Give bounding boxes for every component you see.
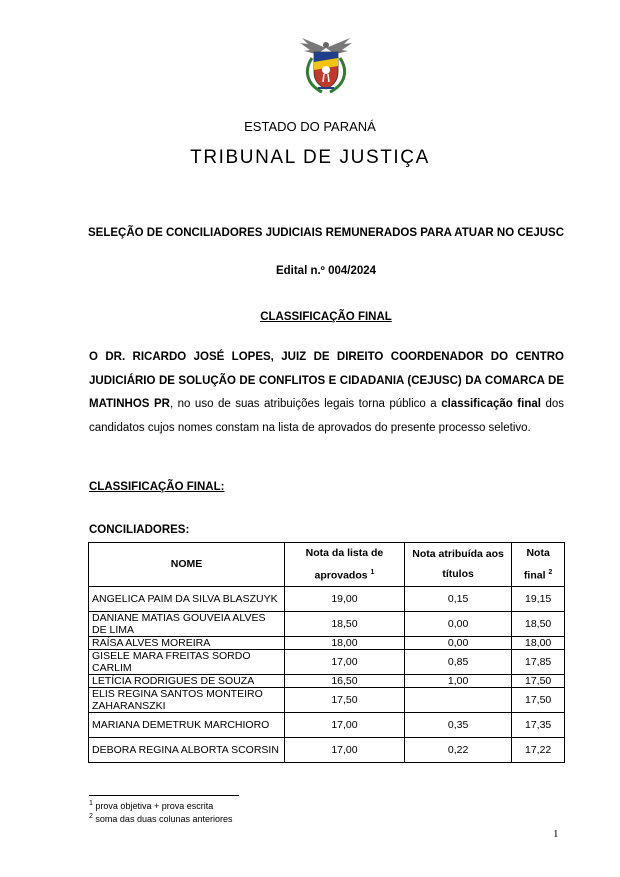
candidate-name: ELIS REGINA SANTOS MONTEIRO ZAHARANSZKI	[89, 687, 285, 712]
candidate-name: GISELE MARA FREITAS SORDO CARLIM	[89, 649, 285, 674]
results-table	[88, 542, 565, 763]
final-score: 18,50	[512, 611, 565, 636]
table-row	[89, 687, 565, 712]
final-score: 17,35	[512, 712, 565, 737]
table-row	[89, 649, 565, 674]
final-score: 17,85	[512, 649, 565, 674]
footnote-1: $^1$ prova objetiva + prova escrita	[89, 800, 214, 811]
title-score: 0,15	[404, 586, 511, 611]
candidate-name: ANGELICA PAIM DA SILVA BLASZUYK	[89, 586, 285, 611]
page-number: 1	[553, 828, 559, 840]
state-name: ESTADO DO PARANÁ	[244, 119, 376, 134]
table-row	[89, 636, 565, 649]
candidate-name: DEBORA REGINA ALBORTA SCORSIN	[89, 737, 285, 762]
announcement-text-1: , no uso de suas atribuições legais torna público a	[169, 398, 442, 410]
classification-title: CLASSIFICAÇÃO FINAL	[260, 311, 392, 323]
conciliators-title: CONCILIADORES:	[89, 524, 190, 536]
table-row	[89, 712, 565, 737]
header-final-score: Nota final $^2$	[512, 543, 565, 587]
final-score: 19,15	[512, 586, 565, 611]
title-score: 0,22	[404, 737, 511, 762]
header-title-score: Nota atribuída aos títulos	[404, 543, 511, 587]
candidate-name: RAÍSA ALVES MOREIRA	[89, 636, 285, 649]
title-score: 0,85	[404, 649, 511, 674]
candidate-name: MARIANA DEMETRUK MARCHIORO	[89, 712, 285, 737]
header-name: NOME	[89, 543, 285, 587]
title-score	[404, 687, 511, 712]
approved-score: 16,50	[285, 674, 405, 687]
footnote-mark-1: 1	[370, 569, 375, 576]
approved-score: 18,00	[285, 636, 405, 649]
approved-score: 18,50	[285, 611, 405, 636]
approved-score: 17,50	[285, 687, 405, 712]
footnote-separator	[89, 795, 239, 796]
announcement-text-2: dos candidatos cujos nomes constam na lista de aprovados do presente processo seletivo.	[89, 398, 564, 434]
court-name: TRIBUNAL DE JUSTIÇA	[190, 147, 430, 168]
title-score: 0,35	[404, 712, 511, 737]
approved-score: 19,00	[285, 586, 405, 611]
footnote-2: $^2$ soma das duas colunas anteriores	[89, 813, 233, 824]
announcement-paragraph	[89, 346, 564, 440]
announcement-term: classificação final	[441, 398, 541, 410]
candidate-name: DANIANE MATIAS GOUVEIA ALVES DE LIMA	[89, 611, 285, 636]
selection-title: SELEÇÃO DE CONCILIADORES JUDICIAIS REMUNERADOS PARA ATUAR NO CEJUSC	[87, 227, 564, 239]
header-approved-score: Nota da lista de aprovados $^1$	[285, 543, 405, 587]
table-row	[89, 611, 565, 636]
table-header-row	[89, 543, 565, 587]
table-row	[89, 586, 565, 611]
candidate-name: LETÍCIA RODRIGUES DE SOUZA	[89, 674, 285, 687]
parana-coat-of-arms-icon	[296, 36, 356, 94]
table-row	[89, 737, 565, 762]
final-score: 17,22	[512, 737, 565, 762]
approved-score: 17,00	[285, 737, 405, 762]
section-title: CLASSIFICAÇÃO FINAL:	[89, 481, 225, 493]
title-score: 0,00	[404, 611, 511, 636]
footnote-mark-2: 2	[548, 569, 553, 576]
approved-score: 17,00	[285, 712, 405, 737]
table-row	[89, 674, 565, 687]
edital-number: Edital n.º 004/2024	[275, 265, 377, 277]
announcement-intro: O DR. RICARDO JOSÉ LOPES, JUIZ DE DIREITO COORDENADOR DO CENTRO JUDICIÁRIO DE SOLUÇÃO DE CONFLITOS E CIDADANIA (CEJUSC) DA COMARCA DE MATINHOS PR	[89, 351, 564, 410]
final-score: 17,50	[512, 687, 565, 712]
final-score: 17,50	[512, 674, 565, 687]
title-score: 1,00	[404, 674, 511, 687]
approved-score: 17,00	[285, 649, 405, 674]
final-score: 18,00	[512, 636, 565, 649]
title-score: 0,00	[404, 636, 511, 649]
